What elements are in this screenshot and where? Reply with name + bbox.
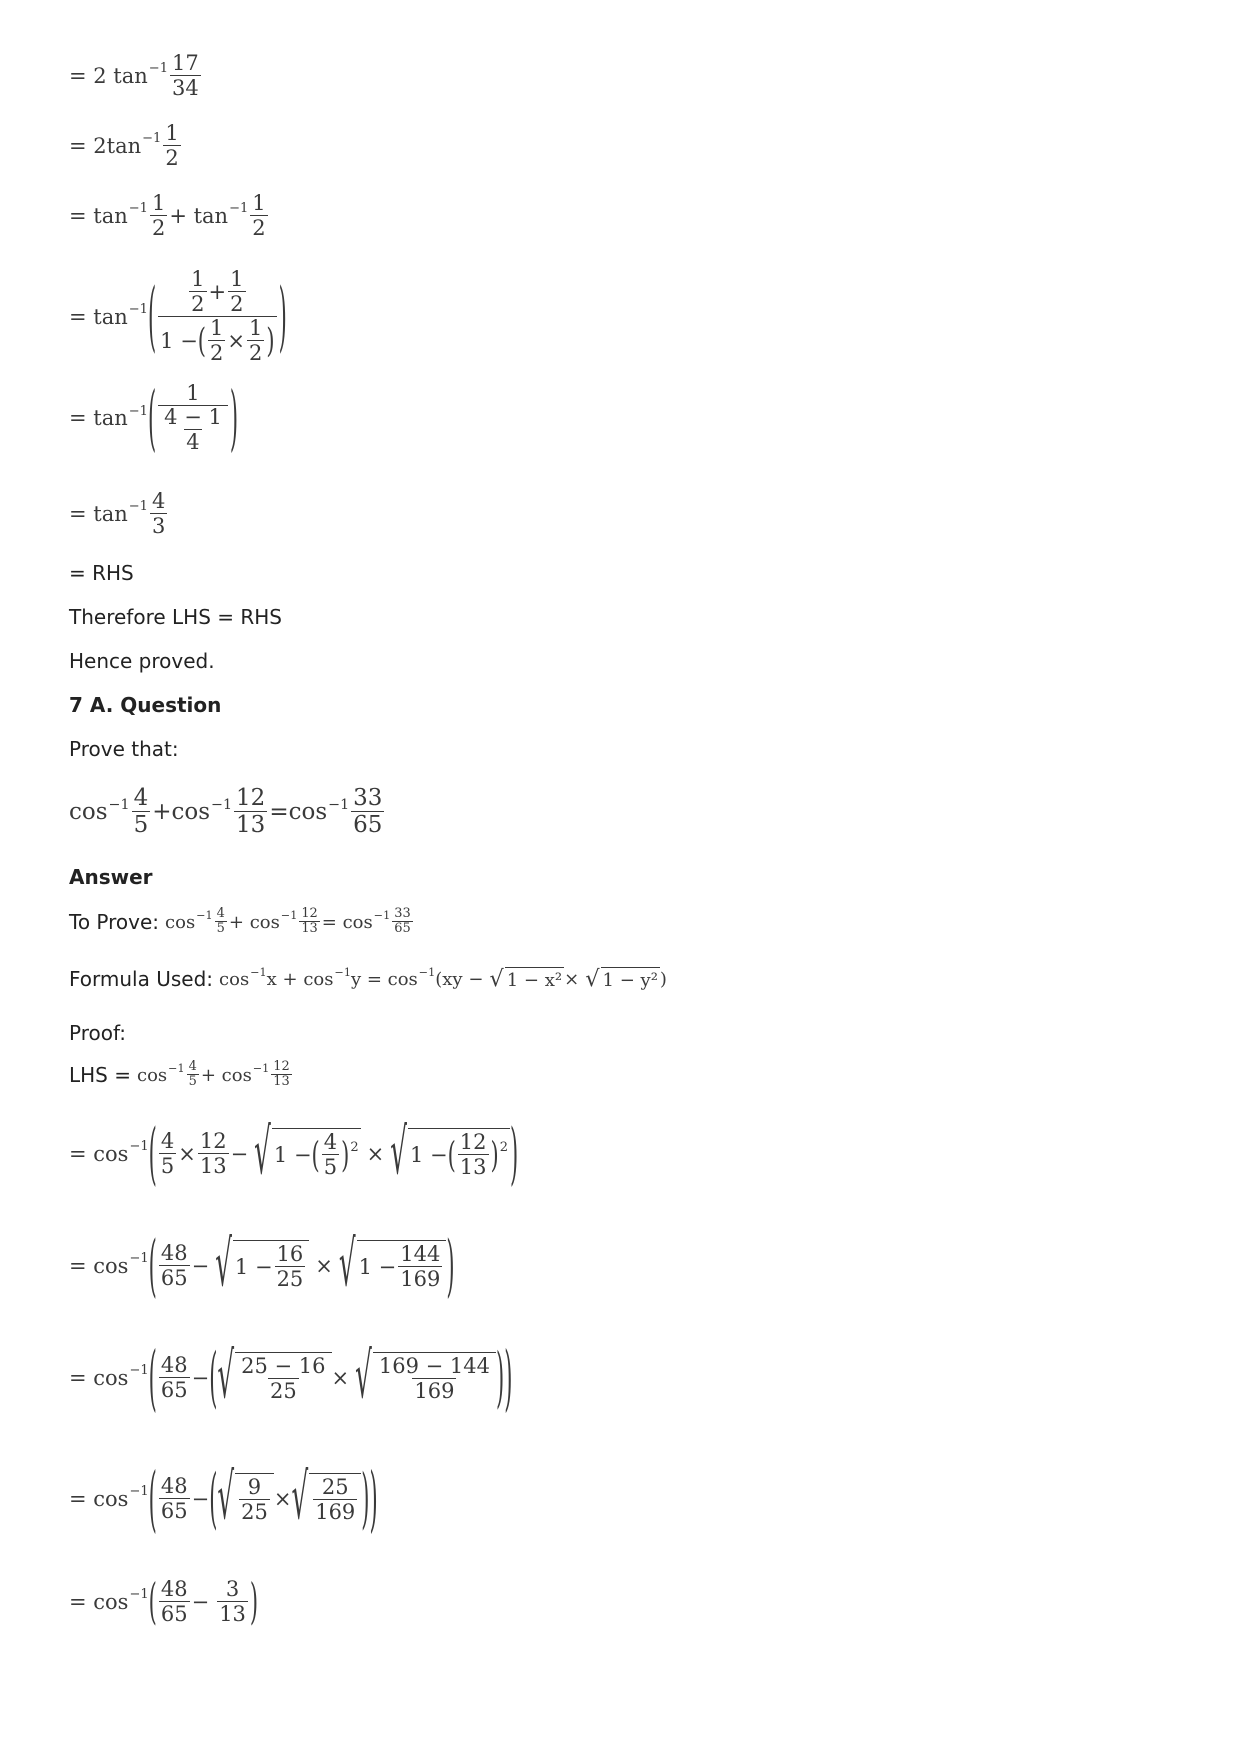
therefore-line: Therefore LHS = RHS bbox=[69, 605, 282, 629]
superscript: 2 bbox=[350, 1140, 359, 1156]
right-paren: ) bbox=[266, 322, 275, 361]
operator: × bbox=[564, 968, 580, 990]
superscript: −1 bbox=[129, 1250, 149, 1266]
fraction bbox=[159, 1130, 176, 1178]
superscript: −1 bbox=[128, 403, 148, 419]
denominator: 65 bbox=[394, 921, 411, 937]
radicand: 1 − y² bbox=[601, 967, 660, 991]
numerator: 12 bbox=[199, 1128, 227, 1153]
superscript: −1 bbox=[252, 1062, 270, 1076]
denominator: 169 bbox=[400, 1267, 441, 1292]
proof-step-1 bbox=[69, 1115, 519, 1193]
fraction bbox=[392, 907, 412, 937]
denominator: 65 bbox=[160, 1377, 188, 1402]
numerator: 12 bbox=[459, 1130, 487, 1154]
numerator: 33 bbox=[353, 785, 383, 811]
radicand bbox=[235, 1473, 274, 1524]
formula-term: (xy − bbox=[435, 968, 484, 990]
denominator: 2 bbox=[151, 216, 166, 241]
operator: × bbox=[366, 1141, 385, 1166]
fraction bbox=[163, 122, 180, 170]
to-prove-label: To Prove: bbox=[69, 910, 160, 935]
fraction bbox=[247, 317, 264, 365]
radicand bbox=[408, 1128, 510, 1179]
fraction bbox=[170, 52, 201, 100]
superscript: −1 bbox=[148, 61, 168, 77]
denominator: 4 bbox=[186, 430, 200, 455]
square-root: √ 1 − $\frac{144}{169}$ bbox=[339, 1240, 446, 1291]
superscript: −1 bbox=[373, 909, 391, 923]
operator: − bbox=[191, 1590, 210, 1615]
numerator: 169 − 144 bbox=[378, 1354, 490, 1378]
denominator: 65 bbox=[160, 1602, 188, 1627]
fraction bbox=[132, 786, 151, 839]
denominator: 13 bbox=[219, 1602, 246, 1627]
numerator: 1 bbox=[165, 121, 179, 145]
step-tan-4-3 bbox=[69, 490, 169, 538]
function-name: cos bbox=[171, 799, 211, 826]
radicand bbox=[272, 1128, 361, 1179]
denominator: 3 bbox=[151, 514, 166, 539]
numerator: 9 bbox=[247, 1475, 262, 1499]
fraction bbox=[458, 1131, 489, 1179]
operator: 1 − bbox=[409, 1143, 448, 1168]
fraction bbox=[159, 1354, 190, 1402]
fraction bbox=[150, 490, 167, 538]
numerator: 3 bbox=[225, 1577, 240, 1601]
formula-equation bbox=[219, 966, 667, 992]
right-paren: ) bbox=[490, 1134, 499, 1176]
denominator: 25 bbox=[269, 1379, 297, 1404]
denominator: 5 bbox=[323, 1155, 338, 1180]
proof-step-5 bbox=[69, 1574, 259, 1630]
superscript: −1 bbox=[129, 1138, 149, 1154]
numerator: 1 bbox=[248, 316, 263, 341]
operator: + tan bbox=[169, 204, 229, 229]
denominator: 25 bbox=[276, 1267, 304, 1292]
numerator: 4 bbox=[160, 1128, 175, 1153]
denominator bbox=[158, 405, 228, 454]
answer-heading: Answer bbox=[69, 865, 153, 889]
function-name: cos bbox=[137, 1064, 168, 1086]
superscript: −1 bbox=[229, 201, 249, 217]
left-paren: ( bbox=[197, 322, 206, 361]
square-root: √ 1 − ( $\frac{12}{13}$ ) 2 bbox=[390, 1117, 509, 1190]
step-prefix: = cos bbox=[69, 1365, 129, 1390]
operator: × bbox=[227, 329, 245, 354]
operator: + cos bbox=[228, 911, 280, 933]
fraction bbox=[150, 192, 167, 240]
fraction bbox=[158, 382, 228, 454]
operator: + cos bbox=[200, 1064, 252, 1086]
step-prefix: = cos bbox=[69, 1486, 129, 1511]
fraction bbox=[208, 317, 225, 365]
fraction bbox=[189, 268, 206, 316]
operator: − bbox=[191, 1486, 210, 1511]
fraction bbox=[158, 268, 276, 365]
fraction bbox=[313, 1476, 357, 1524]
square-root: √ 1 − y² bbox=[585, 966, 658, 992]
formula-used-line bbox=[69, 966, 667, 992]
step-2tan-1-2 bbox=[69, 122, 183, 170]
radicand: 1 − x² bbox=[505, 967, 564, 991]
numerator: 4 bbox=[188, 1059, 197, 1074]
right-paren: ) bbox=[495, 1340, 505, 1415]
step-prefix: = tan bbox=[69, 204, 128, 229]
left-paren: ( bbox=[447, 1134, 456, 1176]
lhs-line bbox=[69, 1060, 294, 1090]
numerator: 12 bbox=[301, 906, 318, 921]
superscript: −1 bbox=[129, 1587, 149, 1603]
denominator: 5 bbox=[133, 812, 149, 839]
function-name: cos bbox=[288, 799, 328, 826]
numerator: 12 bbox=[273, 1059, 290, 1074]
question-heading: 7 A. Question bbox=[69, 693, 222, 717]
fraction bbox=[275, 1243, 306, 1291]
denominator: 13 bbox=[273, 1074, 290, 1090]
fraction bbox=[322, 1131, 339, 1179]
numerator: 144 bbox=[400, 1242, 441, 1266]
numerator: 1 bbox=[191, 267, 205, 291]
square-root: √ 1 − $\frac{16}{25}$ bbox=[215, 1240, 309, 1291]
right-paren: ) bbox=[369, 1457, 378, 1540]
operator: − bbox=[191, 1365, 210, 1390]
operator: − bbox=[191, 1253, 210, 1278]
numerator: 25 bbox=[321, 1475, 349, 1499]
to-prove-line bbox=[69, 907, 415, 937]
superscript: −1 bbox=[250, 966, 267, 980]
superscript: −1 bbox=[280, 909, 298, 923]
function-name: cos bbox=[69, 799, 108, 826]
numerator: 1 bbox=[186, 381, 200, 405]
radicand bbox=[373, 1352, 496, 1403]
superscript: −1 bbox=[128, 201, 148, 217]
superscript: −1 bbox=[196, 909, 213, 923]
numerator: 4 bbox=[323, 1130, 338, 1154]
numerator: 48 bbox=[160, 1577, 188, 1601]
right-paren: ) bbox=[278, 273, 287, 360]
step-prefix: = tan bbox=[69, 406, 128, 431]
fraction bbox=[228, 268, 245, 316]
denominator: 13 bbox=[236, 812, 266, 839]
denominator: 169 bbox=[315, 1500, 356, 1525]
to-prove-equation bbox=[165, 907, 415, 937]
denominator: 5 bbox=[188, 1074, 197, 1090]
denominator: 34 bbox=[171, 76, 199, 101]
radicand bbox=[357, 1240, 447, 1291]
numerator: 25 − 16 bbox=[241, 1354, 326, 1378]
radicand bbox=[235, 1352, 331, 1403]
numerator: 4 bbox=[151, 489, 166, 513]
operator: × bbox=[331, 1365, 350, 1390]
step-prefix: = tan bbox=[69, 304, 128, 329]
proof-label: Proof: bbox=[69, 1021, 127, 1045]
denominator: 13 bbox=[301, 921, 318, 937]
radicand bbox=[233, 1240, 309, 1291]
operator: = cos bbox=[321, 911, 373, 933]
denominator bbox=[158, 316, 276, 365]
superscript: −1 bbox=[142, 131, 162, 147]
superscript: −1 bbox=[418, 966, 436, 980]
superscript: −1 bbox=[108, 796, 130, 813]
proof-step-4 bbox=[69, 1457, 378, 1540]
fraction bbox=[234, 786, 267, 839]
function-name: cos bbox=[219, 968, 250, 990]
left-paren: ( bbox=[148, 1115, 157, 1193]
step-tan-sum bbox=[69, 192, 270, 240]
right-paren: ) bbox=[510, 1115, 519, 1193]
square-root: √ 1 − x² bbox=[489, 966, 563, 992]
step-tan-addition-formula bbox=[69, 268, 287, 365]
numerator: 48 bbox=[160, 1352, 188, 1377]
fraction bbox=[159, 1242, 190, 1290]
superscript: −1 bbox=[168, 1062, 185, 1076]
step-prefix: = 2 tan bbox=[69, 64, 148, 89]
numerator: 17 bbox=[171, 51, 199, 75]
square-root: √ $\frac{9}{25}$ bbox=[217, 1473, 273, 1524]
step-tan-simplified bbox=[69, 377, 239, 459]
left-paren: ( bbox=[148, 1227, 157, 1305]
prove-that-label: Prove that: bbox=[69, 737, 179, 761]
numerator: 48 bbox=[160, 1473, 188, 1498]
denominator: 169 bbox=[414, 1379, 455, 1404]
superscript: −1 bbox=[328, 796, 350, 813]
left-paren: ( bbox=[148, 1574, 157, 1630]
fraction bbox=[351, 786, 384, 839]
fraction bbox=[187, 1060, 199, 1090]
step-prefix: = cos bbox=[69, 1141, 129, 1166]
fraction bbox=[159, 1578, 190, 1626]
square-root: √ $\frac{25 - 16}{25}$ bbox=[217, 1352, 331, 1403]
fraction bbox=[398, 1243, 442, 1291]
fraction bbox=[377, 1355, 492, 1403]
square-root: √ 1 − ( $\frac{4}{5}$ ) 2 bbox=[254, 1117, 359, 1190]
function-name: cos bbox=[165, 911, 196, 933]
left-paren: ( bbox=[209, 1340, 218, 1415]
fraction bbox=[159, 1475, 190, 1523]
operator: + bbox=[208, 279, 227, 304]
radicand bbox=[309, 1473, 361, 1524]
denominator: 65 bbox=[160, 1498, 188, 1523]
proof-step-2 bbox=[69, 1227, 455, 1305]
square-root: √ $\frac{25}{169}$ bbox=[291, 1473, 361, 1524]
step-prefix: = cos bbox=[69, 1590, 129, 1615]
left-paren: ( bbox=[148, 1336, 157, 1419]
superscript: −1 bbox=[128, 499, 148, 515]
rhs-line: = RHS bbox=[69, 561, 134, 585]
superscript: −1 bbox=[129, 1483, 149, 1499]
denominator: 25 bbox=[241, 1500, 268, 1525]
numerator: 1 bbox=[252, 191, 266, 215]
operator: ) bbox=[659, 968, 667, 990]
numerator: 1 bbox=[230, 267, 244, 291]
fraction bbox=[271, 1060, 291, 1090]
numerator: 33 bbox=[394, 906, 411, 921]
step-prefix: = cos bbox=[69, 1253, 129, 1278]
denominator: 2 bbox=[230, 292, 244, 317]
fraction bbox=[198, 1130, 229, 1178]
fraction bbox=[215, 907, 227, 937]
right-paren: ) bbox=[249, 1574, 259, 1630]
numerator bbox=[185, 268, 249, 316]
proof-step-3 bbox=[69, 1336, 513, 1419]
fraction bbox=[250, 192, 267, 240]
lhs-expression bbox=[137, 1060, 294, 1090]
left-paren: ( bbox=[311, 1134, 320, 1176]
numerator: 4 bbox=[133, 785, 149, 811]
numerator: 48 bbox=[160, 1240, 188, 1265]
formula-label: Formula Used: bbox=[69, 967, 214, 991]
superscript: −1 bbox=[211, 796, 233, 813]
denominator: 13 bbox=[459, 1155, 487, 1180]
formula-term: y = cos bbox=[350, 968, 418, 990]
right-paren: ) bbox=[446, 1227, 455, 1305]
denominator: 5 bbox=[216, 921, 225, 937]
numerator: 1 bbox=[151, 191, 166, 215]
fraction bbox=[239, 1476, 270, 1524]
left-paren: ( bbox=[147, 273, 157, 360]
denominator: 2 bbox=[165, 146, 179, 171]
operator: × bbox=[178, 1141, 196, 1166]
right-paren: ) bbox=[504, 1336, 513, 1419]
right-paren: ) bbox=[229, 377, 239, 459]
operator: − bbox=[230, 1141, 249, 1166]
denominator: 65 bbox=[160, 1265, 188, 1290]
fraction bbox=[217, 1578, 248, 1626]
numerator: 16 bbox=[276, 1242, 304, 1266]
formula-term: x + cos bbox=[266, 968, 334, 990]
operator: = bbox=[269, 799, 289, 826]
denominator: 13 bbox=[199, 1153, 227, 1178]
numerator: 4 bbox=[216, 906, 225, 921]
denominator: 5 bbox=[160, 1153, 175, 1178]
denominator: 2 bbox=[248, 341, 263, 366]
question-equation bbox=[69, 786, 386, 839]
fraction bbox=[162, 406, 224, 454]
right-paren: ) bbox=[341, 1134, 350, 1176]
left-paren: ( bbox=[209, 1461, 218, 1536]
fraction bbox=[299, 907, 319, 937]
operator: × bbox=[315, 1253, 333, 1278]
numerator: 1 bbox=[210, 316, 224, 341]
denominator: 65 bbox=[353, 812, 383, 839]
operator: 1 − bbox=[160, 329, 198, 354]
step-prefix: = 2tan bbox=[69, 134, 142, 159]
left-paren: ( bbox=[148, 1457, 157, 1540]
operator: × bbox=[273, 1486, 292, 1511]
fraction bbox=[239, 1355, 327, 1403]
step-prefix: = tan bbox=[69, 502, 128, 527]
hence-proved-line: Hence proved. bbox=[69, 649, 215, 673]
step-2tan-17-34 bbox=[69, 52, 203, 100]
denominator: 2 bbox=[252, 216, 266, 241]
superscript: −1 bbox=[129, 1362, 149, 1378]
lhs-label: LHS = bbox=[69, 1063, 131, 1088]
numerator: 4 − 1 bbox=[164, 405, 222, 430]
operator: 1 − bbox=[234, 1255, 273, 1280]
right-paren: ) bbox=[361, 1461, 370, 1536]
superscript: 2 bbox=[499, 1140, 509, 1156]
left-paren: ( bbox=[147, 377, 157, 459]
square-root: √ $\frac{169 - 144}{169}$ bbox=[355, 1352, 496, 1403]
superscript: −1 bbox=[128, 302, 148, 318]
superscript: −1 bbox=[334, 966, 351, 980]
operator: 1 − bbox=[358, 1255, 397, 1280]
denominator: 2 bbox=[191, 292, 205, 317]
denominator: 2 bbox=[210, 341, 224, 366]
numerator: 12 bbox=[236, 785, 266, 811]
operator: + bbox=[152, 799, 172, 826]
operator: 1 − bbox=[273, 1143, 312, 1168]
